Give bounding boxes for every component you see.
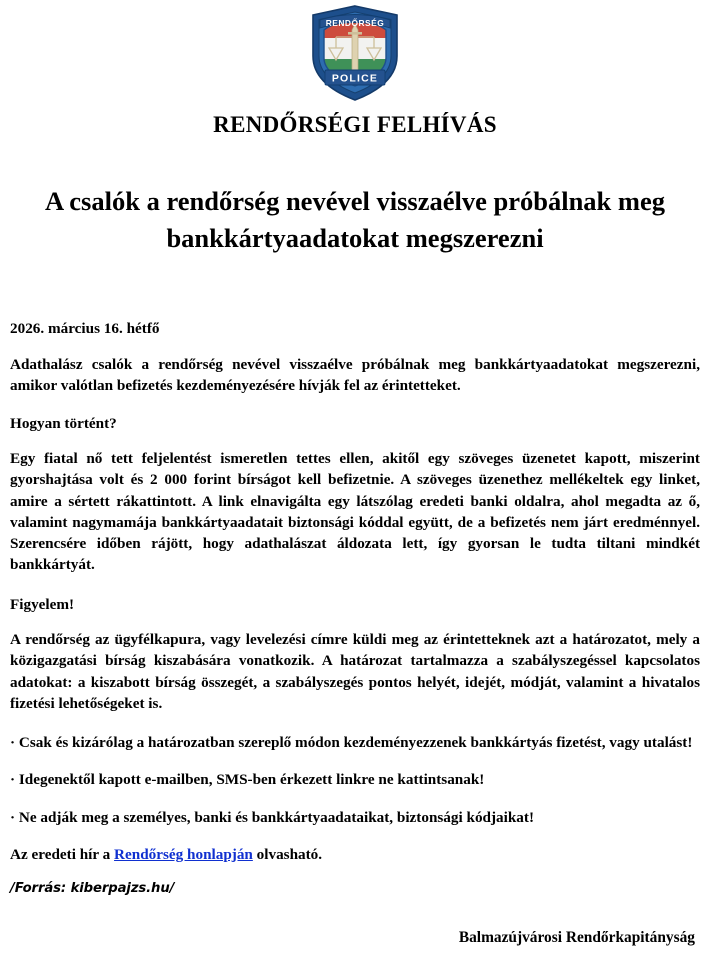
original-source-line	[10, 844, 700, 865]
advice-item-2	[10, 769, 700, 790]
bullet-marker-icon: ·	[10, 771, 16, 789]
advice-item-3-text: Ne adják meg a személyes, banki és bankkártyaadataikat, biztonsági kódjaikat!	[18, 808, 535, 826]
advice-item-2-text: Idegenektől kapott e-mailben, SMS-ben érkezett linkre ne kattintsanak!	[18, 771, 485, 789]
original-source-prefix: Az eredeti hír a	[10, 845, 115, 863]
lead-paragraph: Adathalász csalók a rendőrség nevével visszaélve próbálnak meg bankkártyaadatokat megszerezni, amikor valótlan befizetés kezdeményezésére hívják fel az érintetteket.	[10, 356, 700, 395]
badge-bottom-text: POLICE	[331, 72, 379, 85]
section-heading-how: Hogyan történt?	[10, 414, 117, 432]
article-body	[10, 318, 700, 896]
advice-item-1-text: Csak és kizárólag a határozatban szereplő módon kezdeményezzenek bankkártyás fizetést, vagy utalást!	[18, 734, 693, 752]
badge-top-text: RENDŐRSÉG	[325, 18, 385, 29]
police-website-link[interactable]: Rendőrség honlapján	[114, 845, 253, 863]
page-kicker-title: RENDŐRSÉGI FELHÍVÁS	[213, 112, 497, 137]
bullet-marker-icon: ·	[10, 734, 16, 752]
logo-container	[10, 0, 700, 102]
bullet-marker-icon: ·	[10, 808, 16, 826]
section-body-how: Egy fiatal nő tett feljelentést ismeretlen tettes ellen, akitől egy szöveges üzenetet kapott, miszerint gyorshajtása volt és 2 000 forint bírságot kell befizetnie. A szöveges üzenethez mellékeltek egy linket, amire a sértett rákattintott. A link elnavigálta egy látszólag eredeti banki oldalra, ahol megadta az ő, valamint nagymamája bankkártyaadatait biztonsági kóddal együtt, de a befizetés nem járt eredménnyel. Szerencsére időben rájött, hogy adathalászat áldozata lett, így gyorsan le tudta tiltani mindkét bankkártyát.	[10, 450, 700, 574]
source-credit: /Forrás: kiberpajzs.hu/	[10, 881, 175, 897]
advice-item-3	[10, 807, 700, 828]
original-source-suffix: olvasható.	[252, 845, 323, 863]
publication-date: 2026. március 16. hétfő	[10, 319, 160, 337]
police-badge-icon	[307, 4, 403, 102]
section-heading-attention: Figyelem!	[10, 595, 75, 613]
footer-issuer: Balmazújvárosi Rendőrkapitányság	[458, 929, 695, 946]
section-body-attention: A rendőrség az ügyfélkapura, vagy levelezési címre küldi meg az érintetteknek azt a határozatot, mely a közigazgatási bírság kiszabására vonatkozik. A határozat tartalmazza a szabályszegéssel kapcsolatos adatokat: a kiszabott bírság összegét, a szabályszegés pontos helyét, idejét, módját, valamint a hivatalos fizetési lehetőségeket is.	[10, 630, 700, 712]
page-title: A csalók a rendőrség nevével visszaélve próbálnak meg bankkártyaadatokat megszerezni	[44, 186, 666, 253]
advice-item-1	[10, 732, 700, 753]
